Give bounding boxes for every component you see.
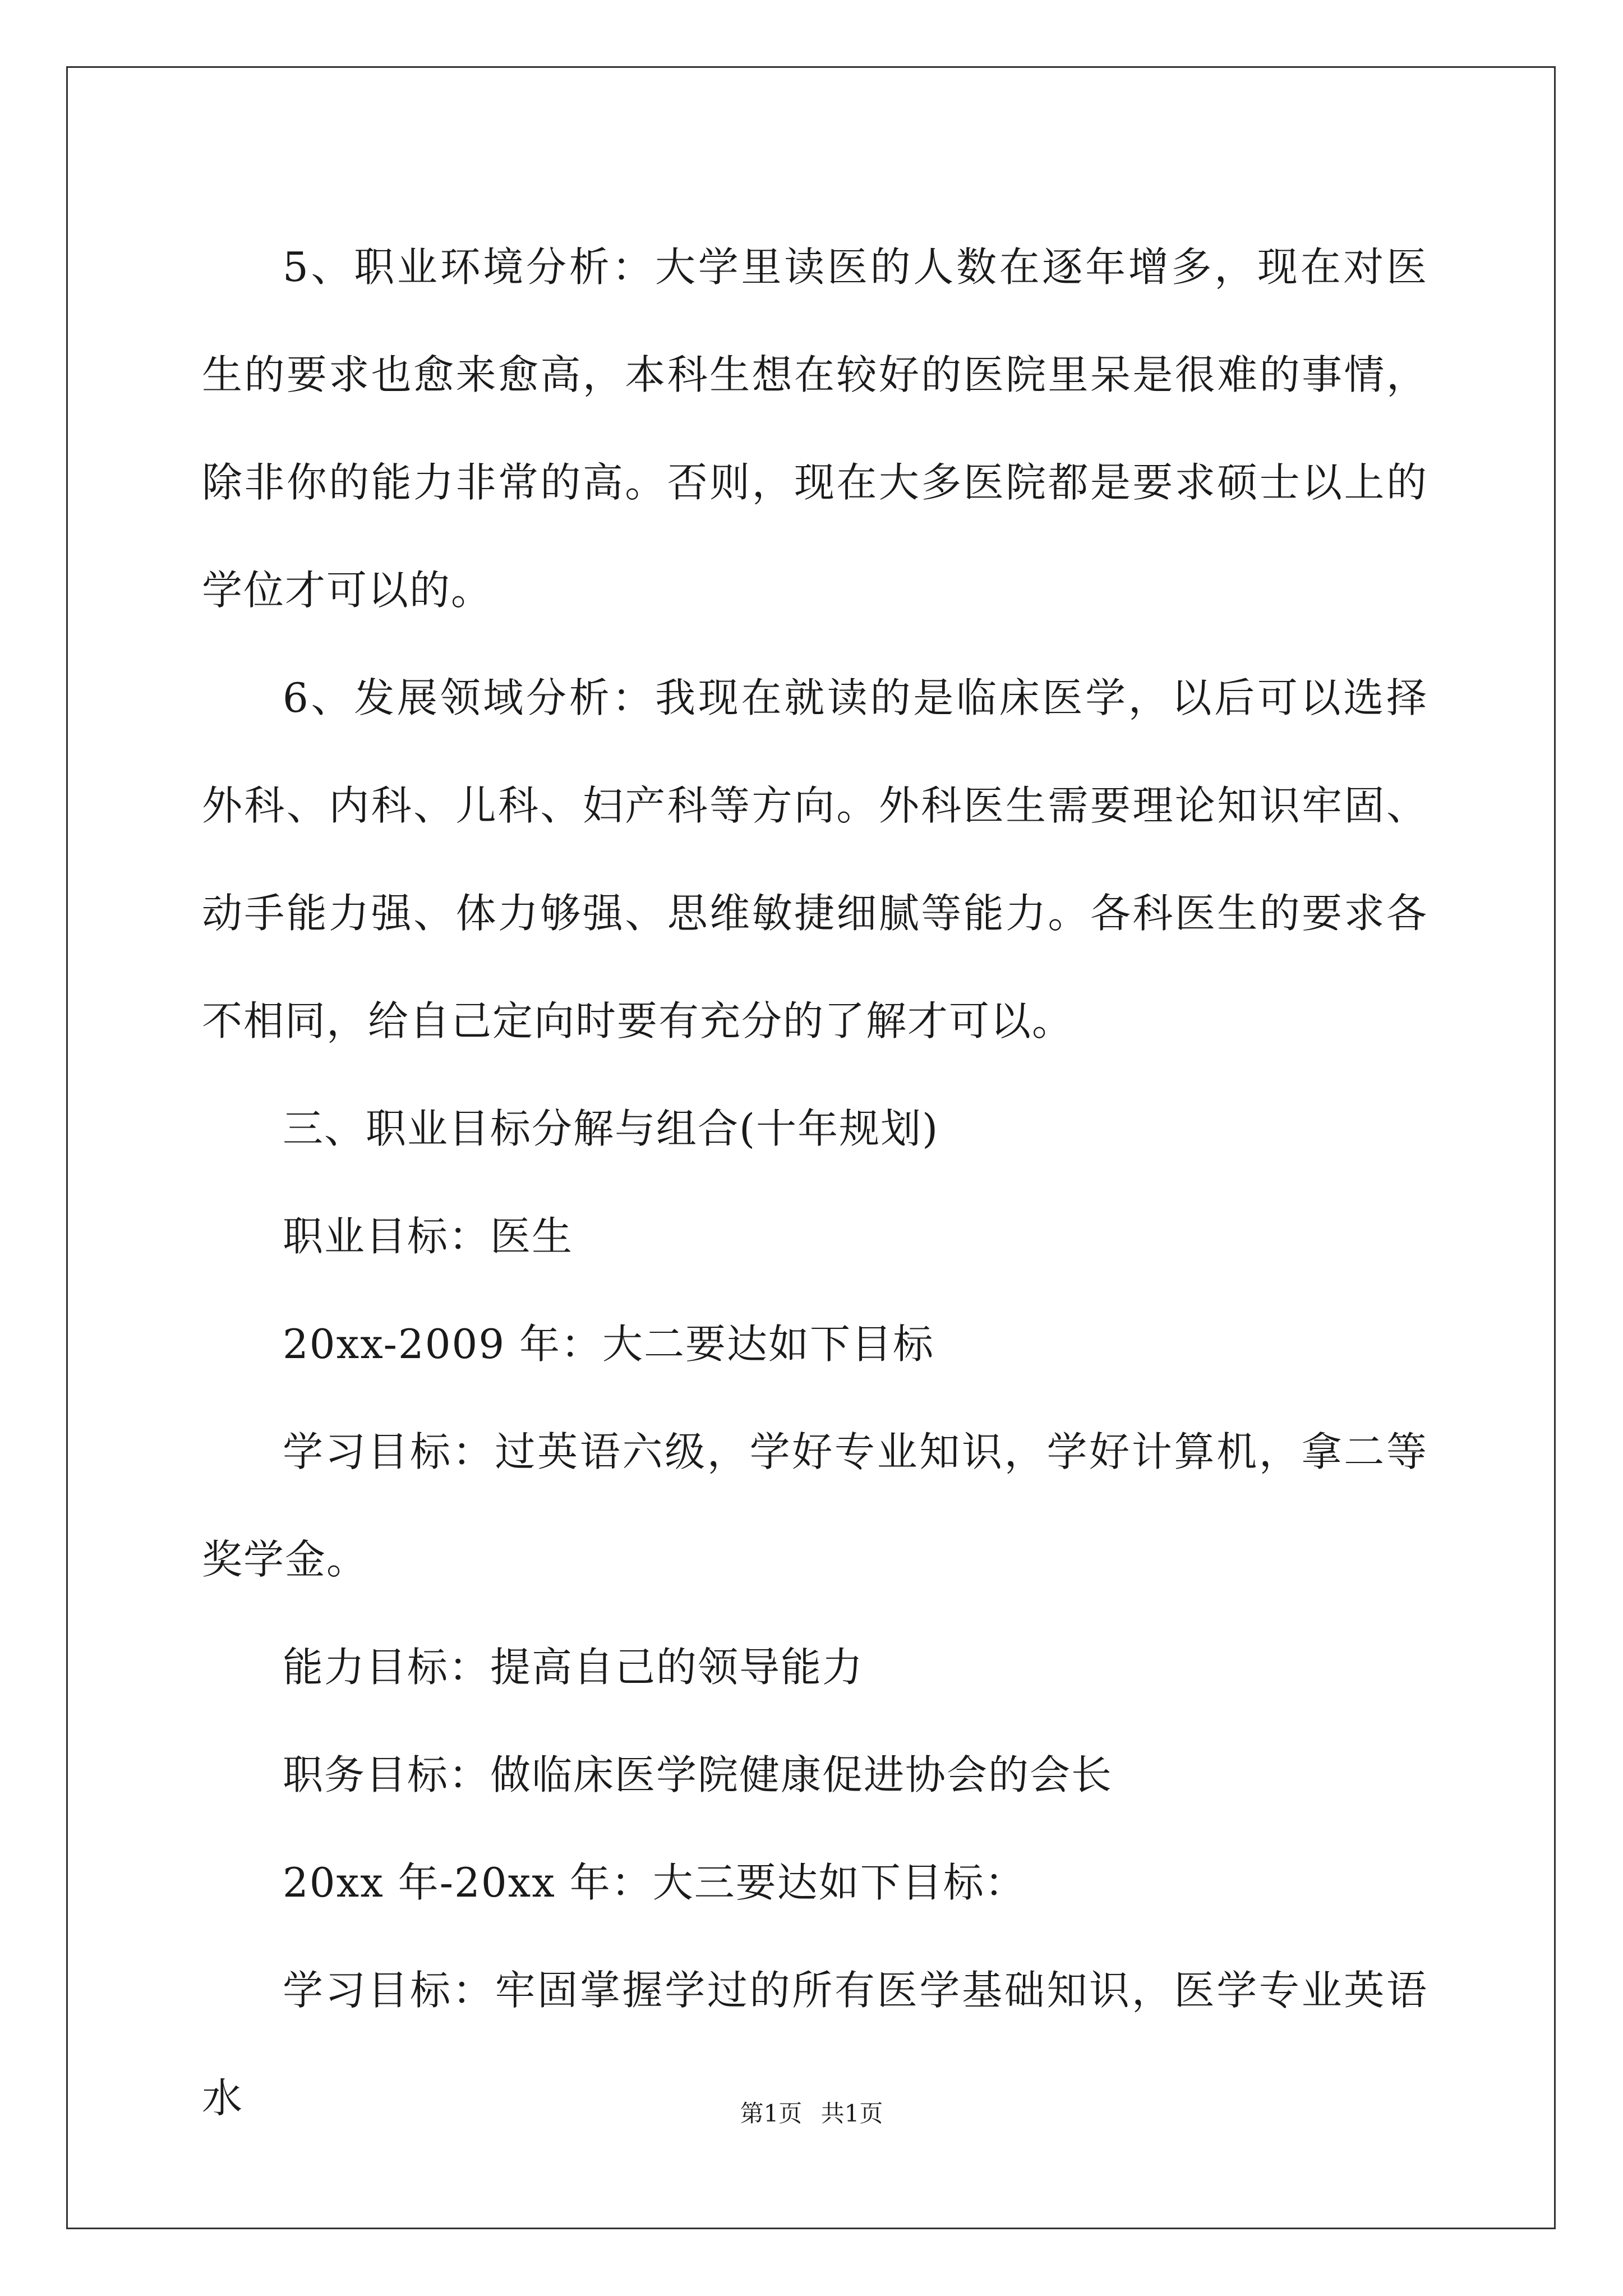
document-body (202, 213, 1428, 2152)
paragraph-ability-goal: 能力目标：提高自己的领导能力 (283, 1644, 864, 1691)
paragraph-development-field: 6、发展领域分析：我现在就读的是临床医学，以后可以选择外科、内科、儿科、妇产科等方向。外科医生需要理论知识牢固、动手能力强、体力够强、思维敏捷细腻等能力。各科医生的要求各不相同，给自己定向时要有充分的了解才可以。 (202, 674, 1428, 1045)
page-number-current: 第1页 (740, 2100, 803, 2127)
page-footer (0, 2097, 1623, 2131)
paragraph-year-sophomore: 20xx-2009 年：大二要达如下目标 (283, 1320, 935, 1368)
paragraph-career-environment: 5、职业环境分析：大学里读医的人数在逐年增多，现在对医生的要求也愈来愈高，本科生想在较好的医院里呆是很难的事情，除非你的能力非常的高。否则，现在大多医院都是要求硕士以上的学位才可以的。 (202, 243, 1428, 614)
paragraph-study-goal-2: 学习目标：牢固掌握学过的所有医学基础知识，医学专业英语水 (202, 1967, 1428, 2122)
paragraph-position-goal: 职务目标：做临床医学院健康促进协会的会长 (283, 1751, 1113, 1798)
paragraph-career-goal: 职业目标：医生 (283, 1213, 574, 1260)
page-number-total: 共1页 (820, 2100, 883, 2127)
section-heading-goal-breakdown: 三、职业目标分解与组合(十年规划) (283, 1105, 939, 1152)
paragraph-year-junior: 20xx 年-20xx 年：大三要达如下目标： (283, 1859, 1026, 1906)
paragraph-study-goal-1: 学习目标：过英语六级，学好专业知识，学好计算机，拿二等奖学金。 (202, 1428, 1428, 1583)
